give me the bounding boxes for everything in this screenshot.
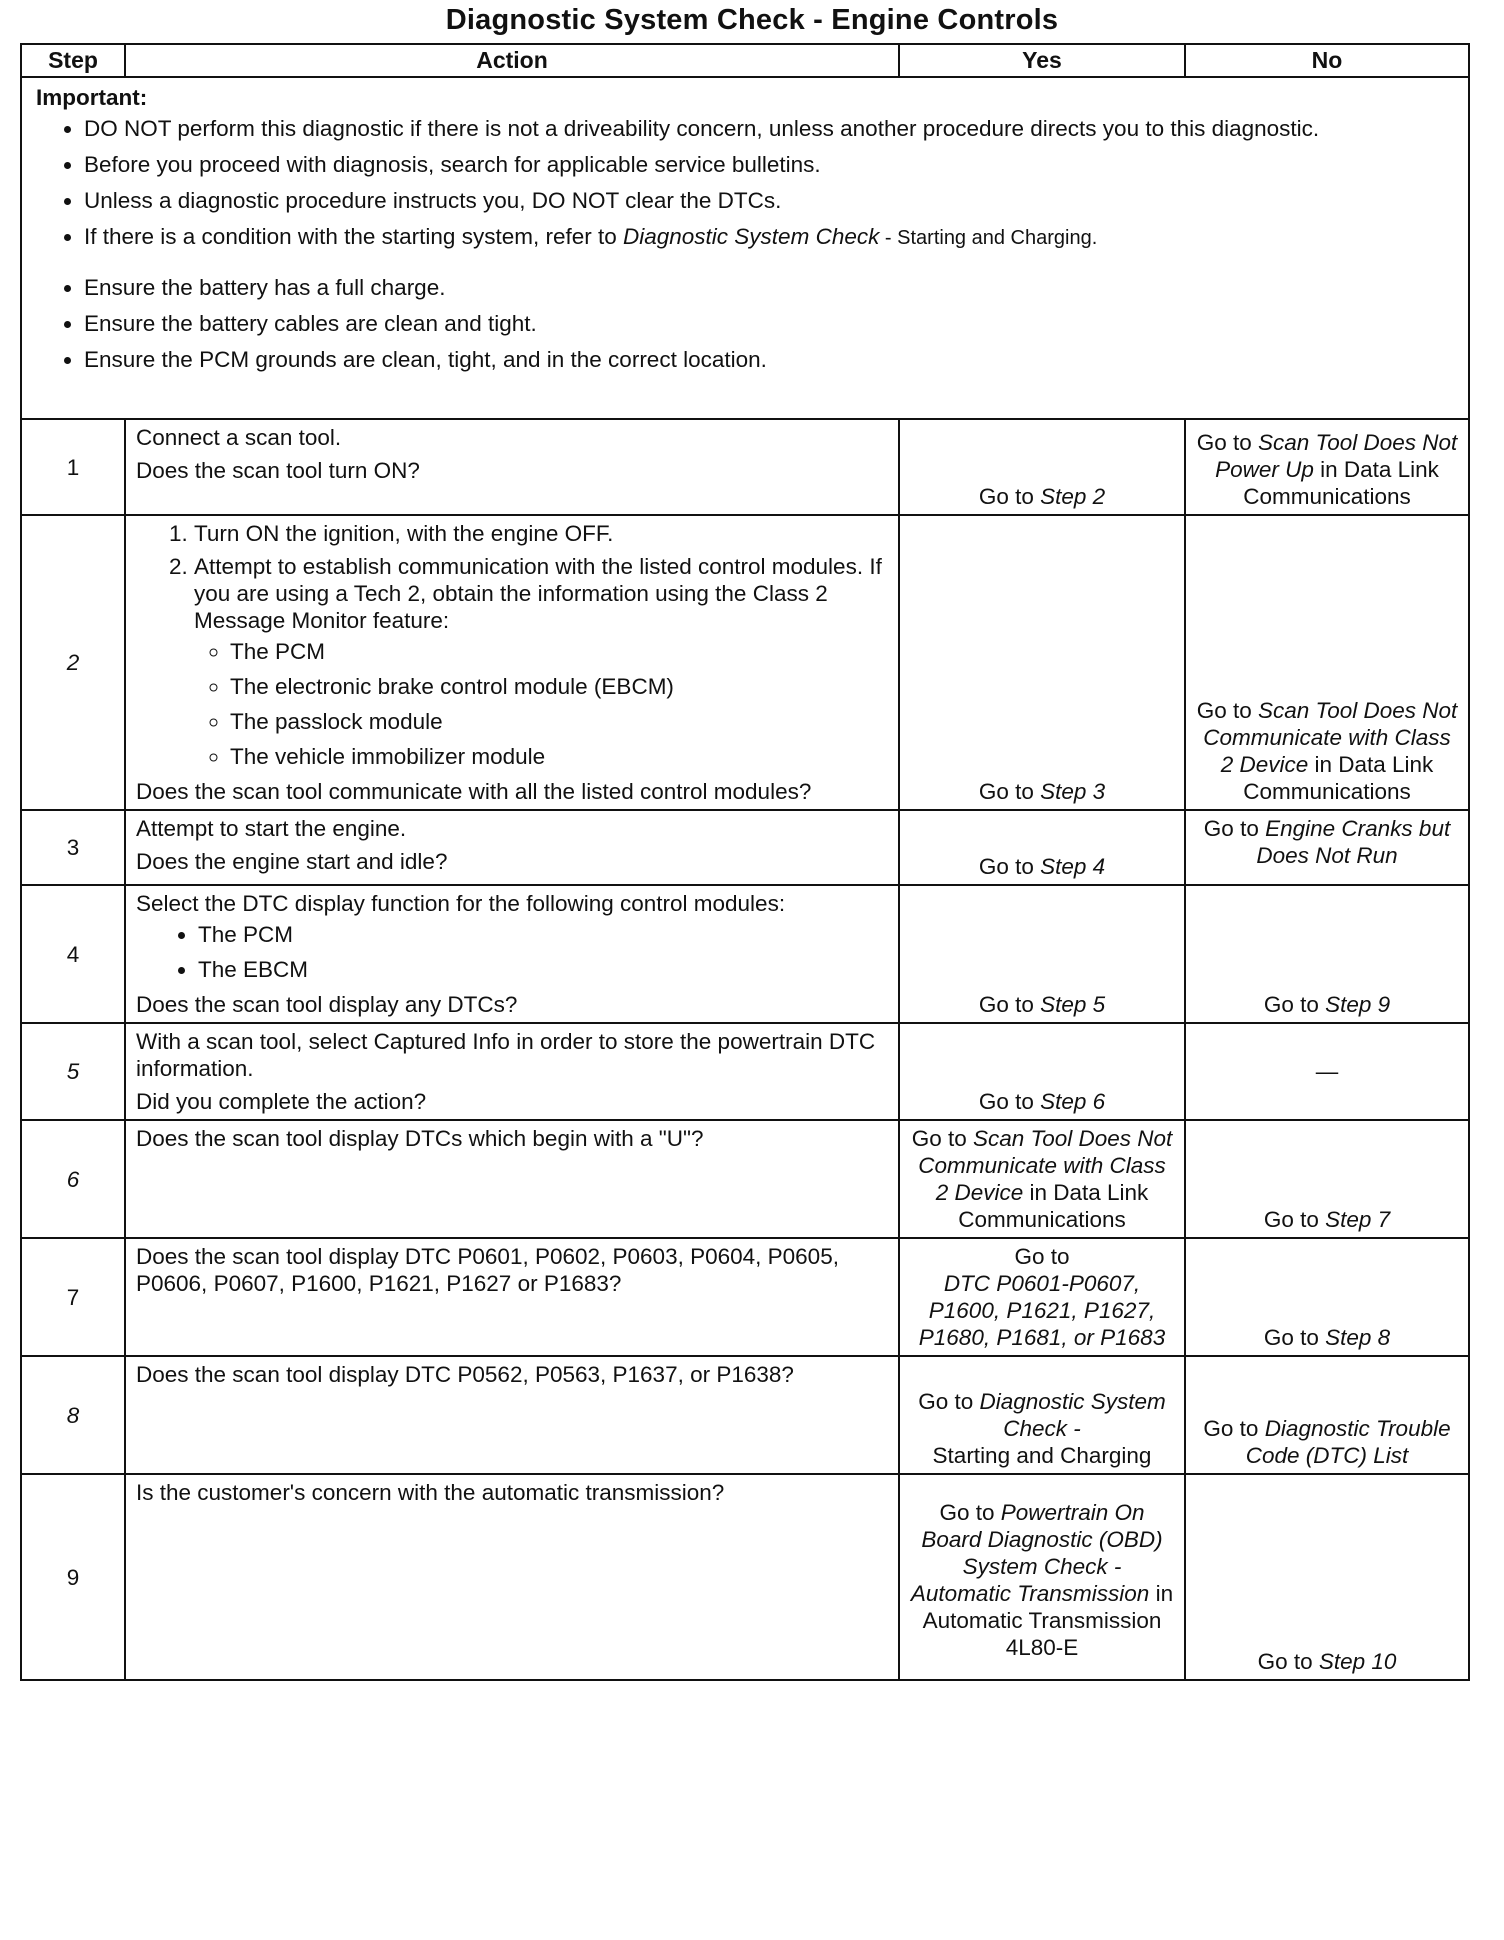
table-row: [21, 419, 1469, 515]
important-box: [21, 77, 1469, 419]
no-cell: Go to Diagnostic Trouble Code (DTC) List: [1185, 1356, 1469, 1474]
yes-cell: Go to Step 3: [899, 515, 1185, 810]
step-action: Attempt to start the engine. Does the engine start and idle?: [125, 810, 899, 885]
table-row: [21, 1023, 1469, 1120]
step-number: 5: [21, 1023, 125, 1120]
step-number: 1: [21, 419, 125, 515]
page-title: Diagnostic System Check - Engine Controls: [445, 4, 1059, 36]
step-number: 8: [21, 1356, 125, 1474]
important-list: [36, 115, 1454, 373]
yes-cell: Go to Diagnostic System Check - Starting and Charging: [899, 1356, 1185, 1474]
step-number: 3: [21, 810, 125, 885]
table-row: [21, 515, 1469, 810]
header-row: [21, 44, 1469, 77]
important-item: • If there is a condition with the starting system, refer to Diagnostic System Check - Starting and Charging.: [84, 223, 1454, 252]
step-action: Select the DTC display function for the following control modules: • The PCM • The EBCM Does the scan tool display any DTCs?: [125, 885, 899, 1023]
no-cell: Go to Step 8: [1185, 1238, 1469, 1356]
important-label: Important:: [36, 85, 148, 110]
step-number: 6: [21, 1120, 125, 1238]
table-row: [21, 1238, 1469, 1356]
table-row: [21, 1120, 1469, 1238]
important-item: • Ensure the battery has a full charge.: [84, 274, 1454, 301]
table-row: [21, 1356, 1469, 1474]
header-no: No: [1185, 44, 1469, 77]
step-number: 7: [21, 1238, 125, 1356]
no-cell: Go to Scan Tool Does Not Power Up in Data Link Communications: [1185, 419, 1469, 515]
yes-cell: Go to Step 4: [899, 810, 1185, 885]
yes-cell: Go to Step 5: [899, 885, 1185, 1023]
step-action: Does the scan tool display DTC P0601, P0602, P0603, P0604, P0605, P0606, P0607, P1600, P1621, P1627 or P1683?: [125, 1238, 899, 1356]
step-action: Is the customer's concern with the automatic transmission?: [125, 1474, 899, 1680]
no-cell: Go to Step 9: [1185, 885, 1469, 1023]
header-action: Action: [125, 44, 899, 77]
important-row: [21, 77, 1469, 419]
important-item: • Before you proceed with diagnosis, search for applicable service bulletins.: [84, 151, 1454, 178]
step-number: 9: [21, 1474, 125, 1680]
no-cell: Go to Step 10: [1185, 1474, 1469, 1680]
yes-cell: Go to Powertrain On Board Diagnostic (OBD) System Check - Automatic Transmission in Automatic Transmission 4L80-E: [899, 1474, 1185, 1680]
table-row: [21, 1474, 1469, 1680]
no-cell: Go to Scan Tool Does Not Communicate with Class 2 Device in Data Link Communications: [1185, 515, 1469, 810]
table-row: [21, 810, 1469, 885]
step-action: Does the scan tool display DTCs which begin with a "U"?: [125, 1120, 899, 1238]
header-step: Step: [21, 44, 125, 77]
diagnostic-table: [20, 43, 1470, 1681]
important-item: • Ensure the PCM grounds are clean, tight, and in the correct location.: [84, 346, 1454, 373]
yes-cell: Go to Step 2: [899, 419, 1185, 515]
step-action: Does the scan tool display DTC P0562, P0563, P1637, or P1638?: [125, 1356, 899, 1474]
important-item: • Ensure the battery cables are clean and tight.: [84, 310, 1454, 337]
table-row: [21, 885, 1469, 1023]
step-number: 4: [21, 885, 125, 1023]
step-number: 2: [21, 515, 125, 810]
yes-cell: Go to DTC P0601-P0607, P1600, P1621, P1627, P1680, P1681, or P1683: [899, 1238, 1185, 1356]
yes-cell: Go to Step 6: [899, 1023, 1185, 1120]
step-action: 1. Turn ON the ignition, with the engine OFF. 2. Attempt to establish communication with the listed control modules. If you are using a Tech 2, obtain the information using the Class 2 Message Monitor feature: ◦ The PCM ◦ The electronic brake control module (EBCM) ◦ The passlock module ◦ The vehicle immobilizer module Does the scan tool communicate with all the listed control modules?: [125, 515, 899, 810]
step-action: With a scan tool, select Captured Info in order to store the powertrain DTC information. Did you complete the action?: [125, 1023, 899, 1120]
important-item: • Unless a diagnostic procedure instructs you, DO NOT clear the DTCs.: [84, 187, 1454, 214]
no-cell: Go to Step 7: [1185, 1120, 1469, 1238]
header-yes: Yes: [899, 44, 1185, 77]
no-cell: —: [1185, 1023, 1469, 1120]
yes-cell: Go to Scan Tool Does Not Communicate with Class 2 Device in Data Link Communications: [899, 1120, 1185, 1238]
step-action: Connect a scan tool. Does the scan tool turn ON?: [125, 419, 899, 515]
important-item: • DO NOT perform this diagnostic if there is not a driveability concern, unless another procedure directs you to this diagnostic.: [84, 115, 1454, 142]
no-cell: Go to Engine Cranks but Does Not Run: [1185, 810, 1469, 885]
